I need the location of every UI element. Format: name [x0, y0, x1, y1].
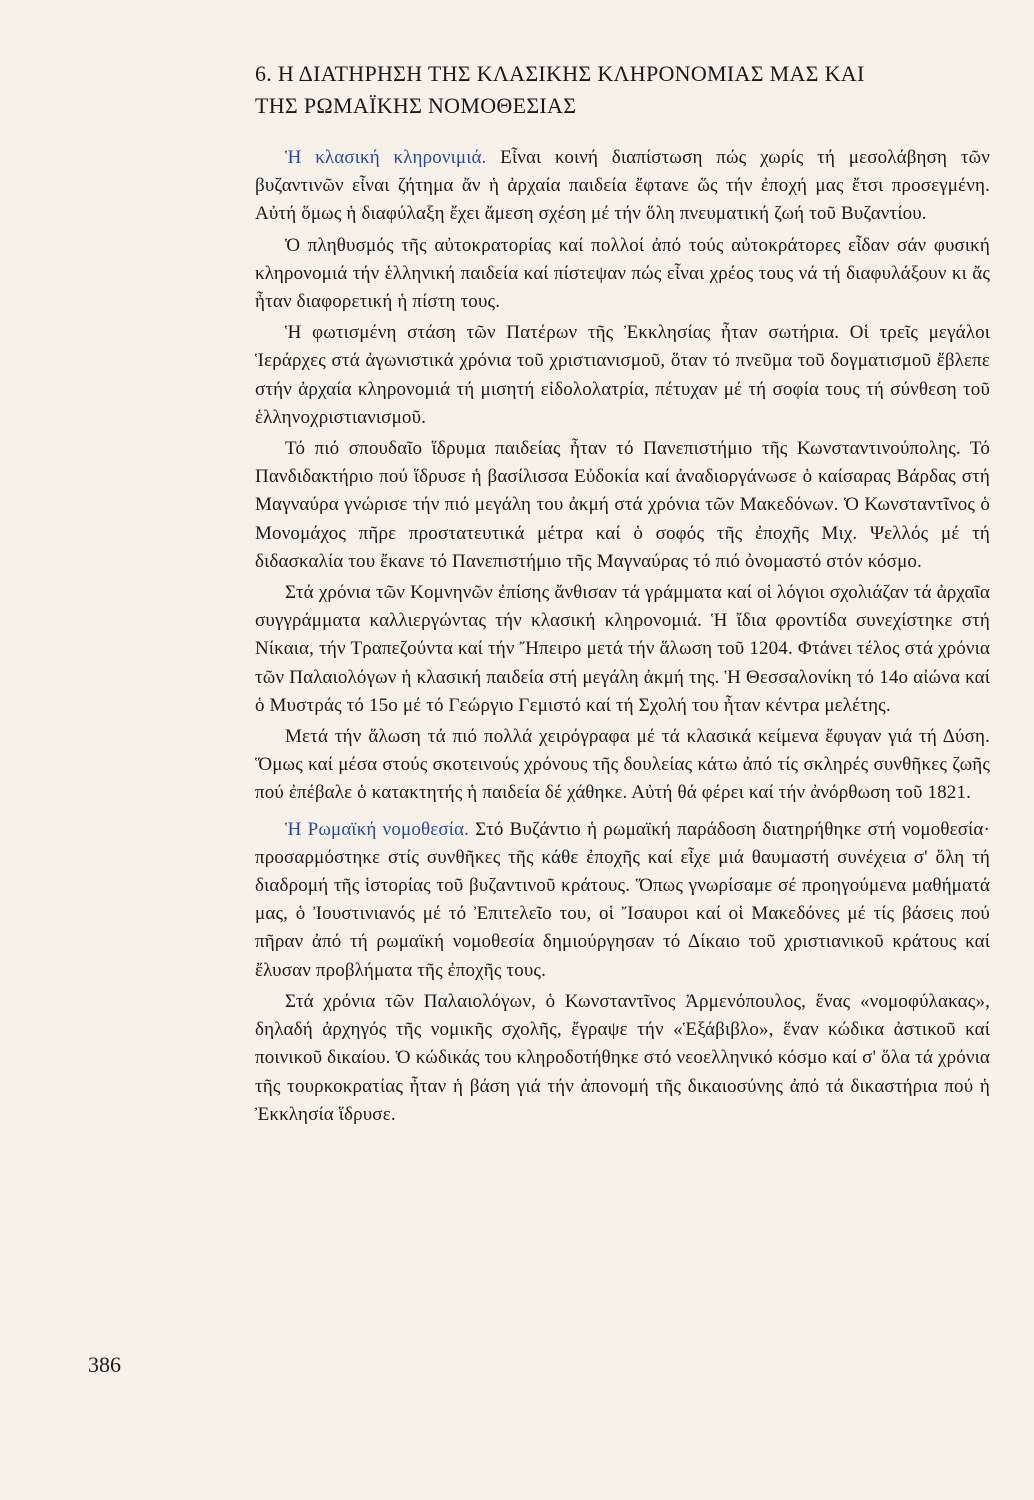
- paragraph: Στά χρόνια τῶν Παλαιολόγων, ὁ Κωνσταντῖνος Ἀρμενόπουλος, ἕνας «νομοφύλακας», δηλαδή ἀρχηγός τῆς νομικῆς σχολῆς, ἔγραψε τήν «Ἑξάβιβλο», ἕναν κώδικα ἀστικοῦ καί ποινικοῦ δικαίου. Ὁ κώδικάς του κληροδοτήθηκε στό νεοελληνικό κόσμο καί σ' ὅλα τά χρόνια τῆς τουρκοκρατίας ἦταν ἡ βάση γιά τήν ἀπονομή τῆς δικαιοσύνης ἀπό τά δικαστήρια πού ἡ Ἐκκλησία ἵδρυσε.: [255, 990, 990, 1125]
- section-subtitle: Ἡ κλασική κληρονιμιά.: [285, 147, 487, 168]
- paragraph: Ἡ φωτισμένη στάση τῶν Πατέρων τῆς Ἐκκλησίας ἦταν σωτήρια. Οἱ τρεῖς μεγάλοι Ἱεράρχες στά ἀγωνιστικά χρόνια τοῦ χριστιανισμοῦ, ὅταν τό πνεῦμα τοῦ δογματισμοῦ ἔβλεπε στήν ἀρχαία κληρονομιά τή μισητή εἰδολολατρία, πέτυχαν μέ τή σοφία τους τή σύνθεση τοῦ ἑλληνοχριστιανισμοῦ.: [255, 322, 990, 428]
- paragraph: [255, 144, 990, 229]
- paragraph: Στά χρόνια τῶν Κομνηνῶν ἐπίσης ἄνθισαν τά γράμματα καί οἱ λόγιοι σχολιάζαν τά ἀρχαῖα συγγράμματα καλλιεργώντας τήν κλασική κληρονομιά. Ἡ ἴδια φροντίδα συνεχίστηκε στή Νίκαια, τήν Τραπεζούντα καί τήν Ἤπειρο μετά τήν ἅλωση τοῦ 1204. Φτάνει τέλος στά χρόνια τῶν Παλαιολόγων ἡ κλασική παιδεία στή μεγάλη ἀκμή της. Ἡ Θεσσαλονίκη τό 14ο αἰώνα καί ὁ Μυστράς τό 15ο μέ τό Γεώργιο Γεμιστό καί τή Σχολή του ἦταν κέντρα μελέτης.: [255, 582, 990, 716]
- section-classical-heritage: [255, 144, 990, 808]
- page-body: [255, 58, 990, 1132]
- page-number: 386: [88, 1352, 121, 1377]
- section-subtitle: Ἡ Ρωμαϊκή νομοθεσία.: [285, 818, 470, 840]
- paragraph: Τό πιό σπουδαῖο ἵδρυμα παιδείας ἦταν τό Πανεπιστήμιο τῆς Κωνσταντινούπολης. Τό Πανδιδακτήριο πού ἵδρυσε ἡ βασίλισσα Εὐδοκία καί ἀναδιοργάνωσε ὁ καίσαρας Βάρδας στή Μαγναύρα γνώρισε τήν πιό μεγάλη του ἀκμή στά χρόνια τῶν Μακεδόνων. Ὁ Κωνσταντῖνος ὁ Μονομάχος πῆρε προστατευτικά μέτρα καί ὁ σοφός τῆς ἐποχῆς Μιχ. Ψελλός μέ τή διδασκαλία του ἔκανε τό Πανεπιστήμιο τῆς Μαγναύρας τό πιό ὀνομαστό στόν κόσμο.: [255, 438, 990, 572]
- paragraph-text: Εἶναι κοινή διαπίστωση πώς χωρίς τή μεσολάβηση τῶν βυζαντινῶν εἶναι ζήτημα ἄν ἡ ἀρχαία παιδεία ἔφτανε ὥς τήν ἐποχή μας ἔτσι προσεγμένη. Αὐτή ὅμως ἡ διαφύλαξη ἔχει ἄμεση σχέση μέ τήν ὅλη πνευματική ζωή τοῦ Βυζαντίου.: [255, 147, 991, 225]
- paragraph-text: Στό Βυζάντιο ἡ ρωμαϊκή παράδοση διατηρήθηκε στή νομοθεσία· προσαρμόστηκε στίς συνθῆκες τῆς κάθε ἐποχῆς καί εἶχε μιά θαυμαστή συνέχεια σ' ὅλη τή διαδρομή τῆς ἱστορίας τοῦ βυζαντινοῦ κράτους. Ὅπως γνωρίσαμε σέ προηγούμενα μαθήματά μας, ὁ Ἰουστινιανός μέ τό Ἐπιτελεῖο του, οἱ Ἴσαυροι καί οἱ Μακεδόνες μέ τίς βάσεις πού πῆραν ἀπό τή ρωμαϊκή νομοθεσία δημιούργησαν τό Δίκαιο τοῦ χριστιανικοῦ κράτους καί ἔλυσαν προβλήματα τῆς ἐποχῆς τους.: [255, 818, 990, 981]
- paragraph: Ὁ πληθυσμός τῆς αὐτοκρατορίας καί πολλοί ἀπό τούς αὐτοκράτορες εἶδαν σάν φυσική κληρονομιά τήν ἑλληνική παιδεία καί πίστεψαν πώς εἶναι χρέος τους νά τή διαφυλάξουν κι ἄς ἦταν διαφορετική ἡ πίστη τους.: [255, 234, 990, 313]
- chapter-heading-line-1: 6. Η ΔΙΑΤΗΡΗΣΗ ΤΗΣ ΚΛΑΣΙΚΗΣ ΚΛΗΡΟΝΟΜΙΑΣ ΜΑΣ ΚΑΙ: [255, 61, 865, 86]
- chapter-heading-line-2: ΤΗΣ ΡΩΜΑΪΚΗΣ ΝΟΜΟΘΕΣΙΑΣ: [255, 93, 577, 118]
- paragraph: Μετά τήν ἅλωση τά πιό πολλά χειρόγραφα μέ τά κλασικά κείμενα ἔφυγαν γιά τή Δύση. Ὅμως καί μέσα στούς σκοτεινούς χρόνους τῆς δουλείας κάτω ἀπό τίς σκληρές συνθῆκες ζωῆς πού ἐπέβαλε ὁ κατακτητής ἡ παιδεία δέ χάθηκε. Αὐτή θά φέρει καί τήν ἀνόρθωση τοῦ 1821.: [255, 726, 990, 804]
- chapter-heading: [255, 58, 990, 122]
- paragraph: [255, 816, 990, 985]
- section-roman-legislation: [255, 816, 990, 1129]
